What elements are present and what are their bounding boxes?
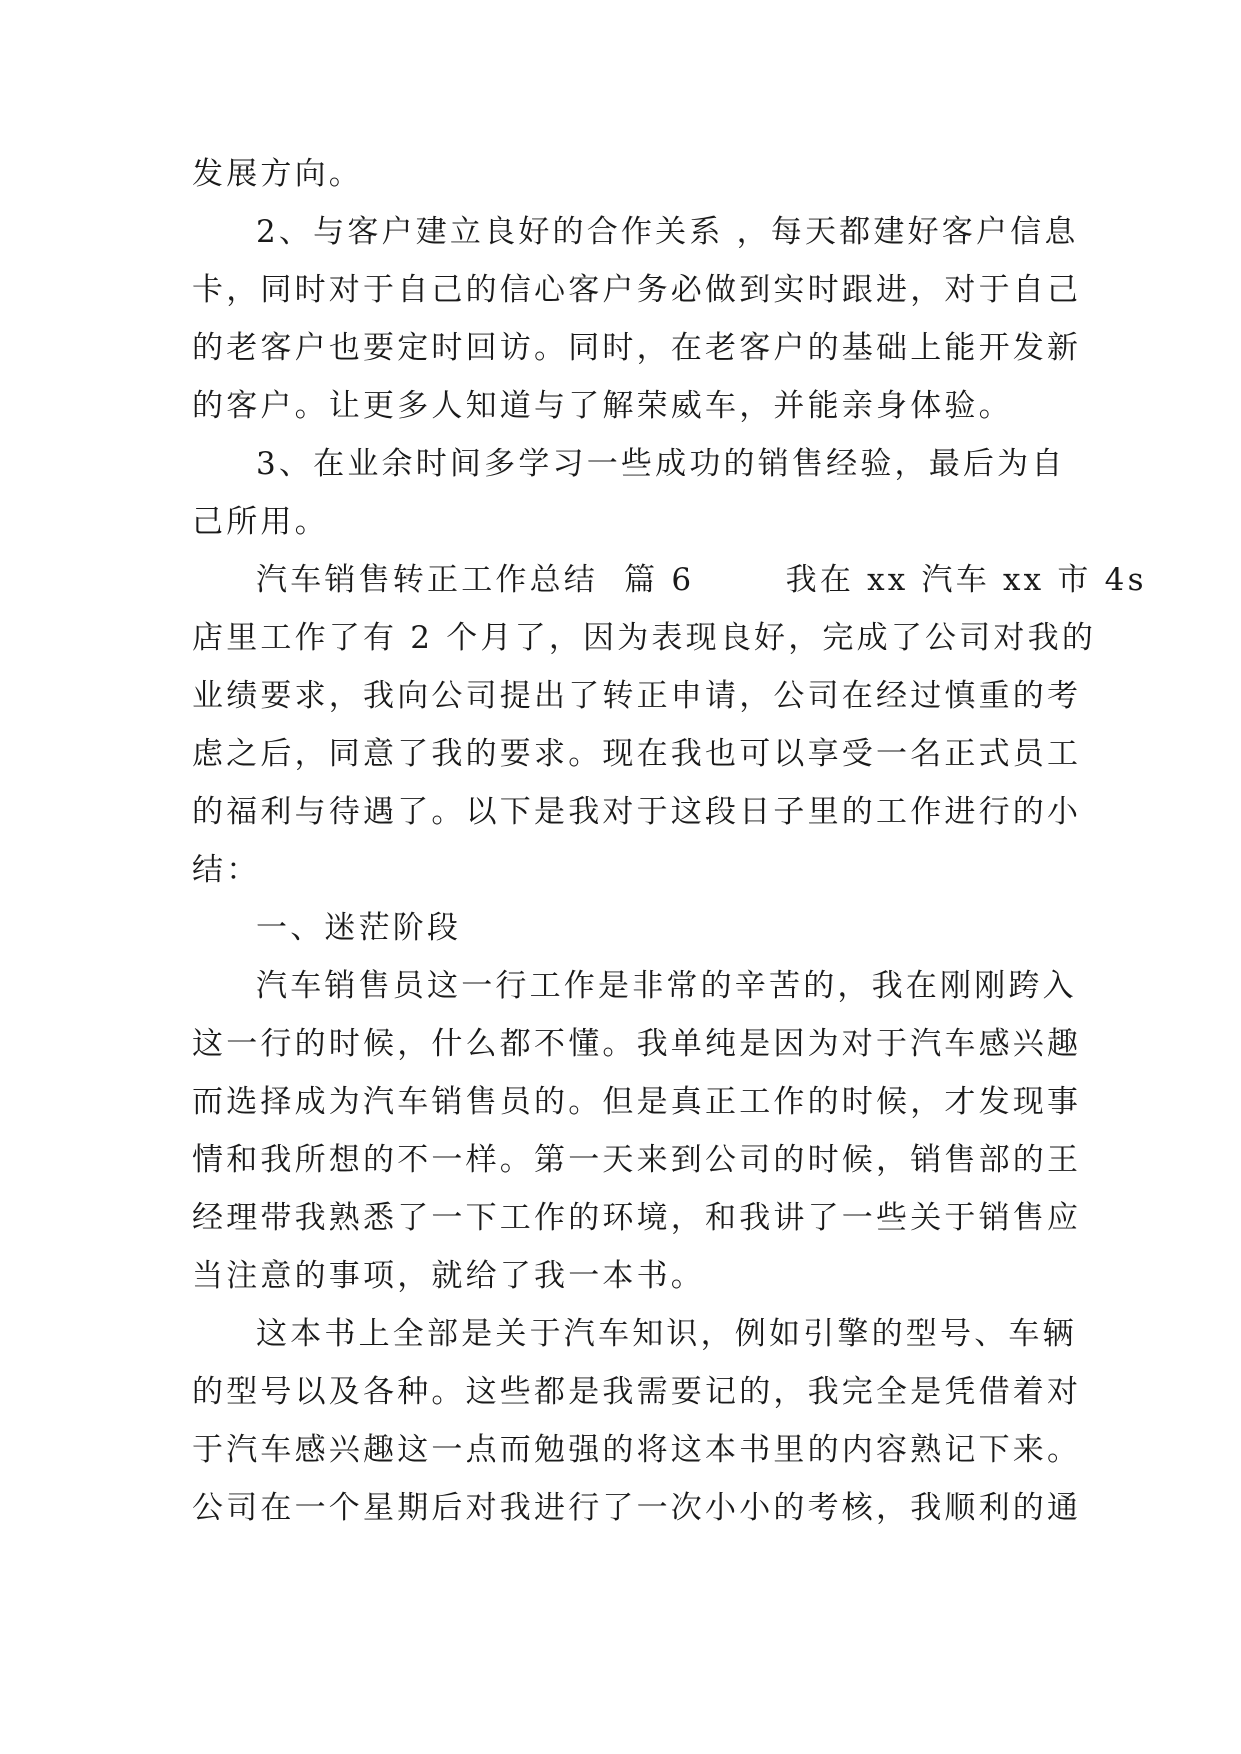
text-line: 业绩要求，我向公司提出了转正申请，公司在经过慎重的考	[192, 678, 1082, 714]
text-line: 经理带我熟悉了一下工作的环境，和我讲了一些关于销售应	[192, 1200, 1082, 1236]
text-line: 虑之后，同意了我的要求。现在我也可以享受一名正式员工	[192, 736, 1082, 772]
text-line: 公司在一个星期后对我进行了一次小小的考核，我顺利的通	[192, 1490, 1082, 1526]
text-line: 这本书上全部是关于汽车知识，例如引擎的型号、车辆	[256, 1316, 1077, 1352]
text-line: 的客户。让更多人知道与了解荣威车，并能亲身体验。	[192, 388, 1013, 424]
text-line: 汽车销售员这一行工作是非常的辛苦的，我在刚刚跨入	[256, 968, 1077, 1004]
text-line: 而选择成为汽车销售员的。但是真正工作的时候，才发现事	[192, 1084, 1082, 1120]
text-line: 的福利与待遇了。以下是我对于这段日子里的工作进行的小	[192, 794, 1082, 830]
text-line: 3、在业余时间多学习一些成功的销售经验，最后为自	[256, 446, 1066, 482]
text-line: 情和我所想的不一样。第一天来到公司的时候，销售部的王	[192, 1142, 1082, 1178]
text-line: 卡，同时对于自己的信心客户务必做到实时跟进，对于自己	[192, 272, 1082, 308]
subheading-line: 一、迷茫阶段	[256, 910, 462, 946]
text-line: 的老客户也要定时回访。同时，在老客户的基础上能开发新	[192, 330, 1082, 366]
text-line: 于汽车感兴趣这一点而勉强的将这本书里的内容熟记下来。	[192, 1432, 1082, 1468]
text-line: 当注意的事项，就给了我一本书。	[192, 1258, 705, 1294]
text-line: 2、与客户建立良好的合作关系 ，每天都建好客户信息	[256, 214, 1079, 250]
text-line: 店里工作了有 2 个月了，因为表现良好，完成了公司对我的	[192, 620, 1097, 656]
text-line: 结：	[192, 852, 261, 888]
text-line: 这一行的时候，什么都不懂。我单纯是因为对于汽车感兴趣	[192, 1026, 1082, 1062]
text-line: 己所用。	[192, 504, 329, 540]
text-line: 的型号以及各种。这些都是我需要记的，我完全是凭借着对	[192, 1374, 1082, 1410]
text-line: 发展方向。	[192, 156, 363, 192]
section-heading-line: 汽车销售转正工作总结 篇 6 我在 xx 汽车 xx 市 4s	[256, 562, 1147, 598]
